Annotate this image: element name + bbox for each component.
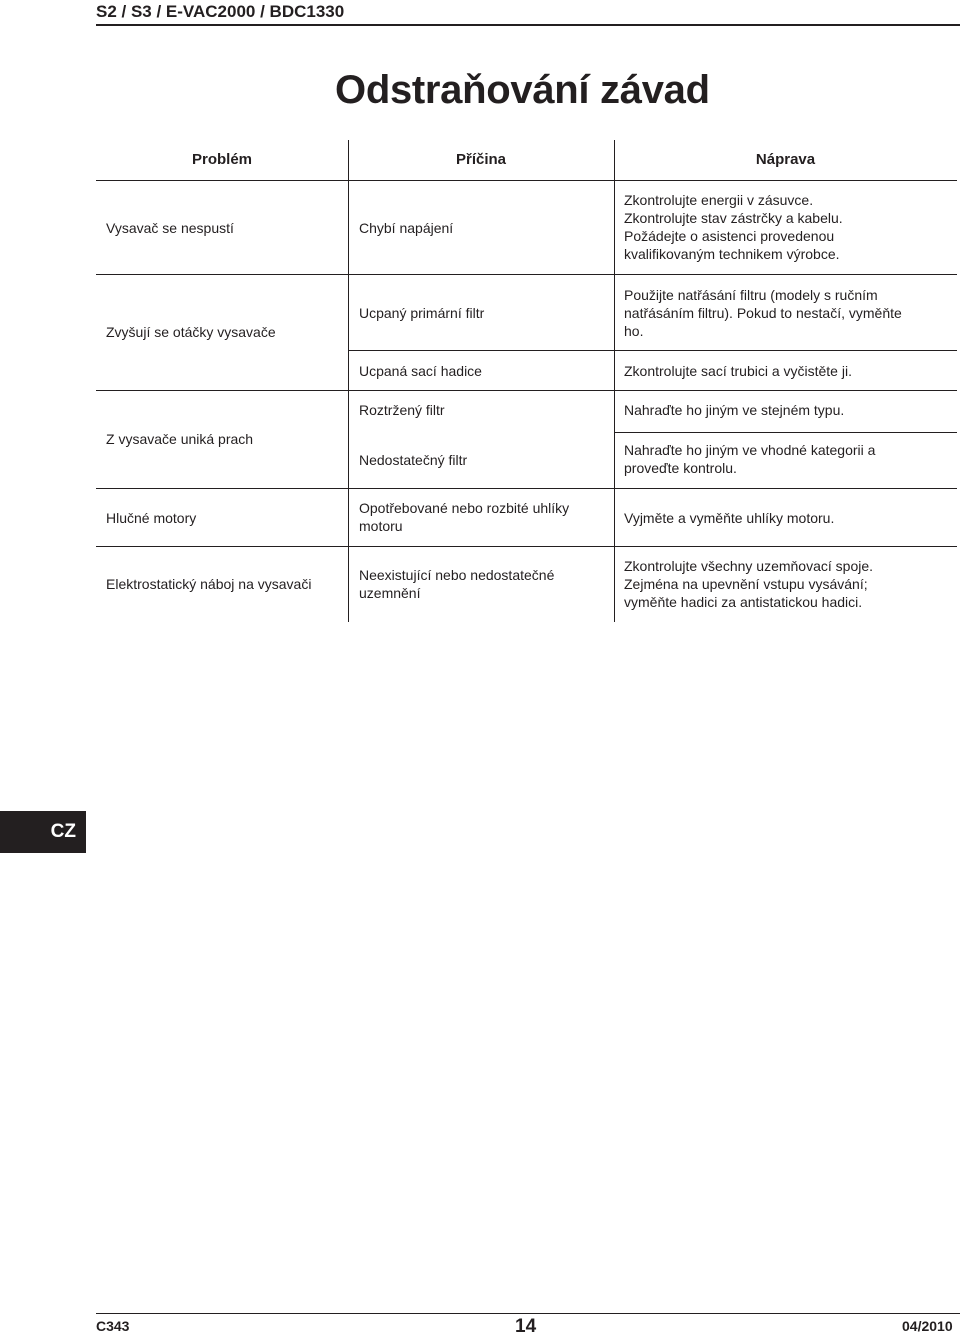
footer-date: 04/2010 <box>902 1318 953 1334</box>
remedy-line: Zkontrolujte všechny uzemňovací spoje. <box>624 558 874 574</box>
remedy-line: proveďte kontrolu. <box>624 460 737 476</box>
problem-cell: Hlučné motory <box>106 510 197 526</box>
remedy-cell <box>624 401 844 419</box>
cause-cell: Ucpaný primární filtr <box>359 305 485 321</box>
remedy-line: vyměňte hadici za antistatickou hadici. <box>624 594 863 610</box>
cause-cell: Nedostatečný filtr <box>359 452 468 468</box>
remedy-line: Nahraďte ho jiným ve stejném typu. <box>624 402 845 418</box>
row-divider <box>96 390 957 391</box>
remedy-line: Zkontrolujte sací trubici a vyčistěte ji. <box>624 363 852 379</box>
remedy-line: Vyjměte a vyměňte uhlíky motoru. <box>624 510 835 526</box>
footer-page-number: 14 <box>515 1316 537 1337</box>
problem-cell: Zvyšují se otáčky vysavače <box>106 324 276 340</box>
remedy-line: Zkontrolujte stav zástrčky a kabelu. <box>624 210 843 226</box>
column-header-problem: Problém <box>191 151 252 168</box>
column-divider <box>614 140 615 622</box>
cause-line: Neexistující nebo nedostatečné <box>359 567 555 583</box>
document-header-title: S2 / S3 / E-VAC2000 / BDC1330 <box>96 2 345 21</box>
remedy-line: Nahraďte ho jiným ve vhodné kategorii a <box>624 442 876 458</box>
remedy-cell <box>624 557 873 611</box>
problem-cell: Elektrostatický náboj na vysavači <box>106 576 312 592</box>
footer-divider <box>96 1313 960 1314</box>
remedy-line: Použijte natřásání filtru (modely s ručním <box>624 287 878 303</box>
cause-cell: Chybí napájení <box>359 220 454 236</box>
cause-line: motoru <box>359 518 403 534</box>
row-divider <box>96 546 957 547</box>
cause-cell: Roztržený filtr <box>359 402 445 418</box>
remedy-line: kvalifikovaným technikem výrobce. <box>624 246 840 262</box>
row-divider <box>96 488 957 489</box>
row-divider <box>96 274 957 275</box>
remedy-cell <box>624 441 875 477</box>
cause-cell: Ucpaná sací hadice <box>359 363 482 379</box>
remedy-line: natřásáním filtru). Pokud to nestačí, vyměňte <box>624 305 902 321</box>
column-header-cause: Příčina <box>455 151 507 168</box>
language-tab: CZ <box>0 811 86 853</box>
page-title: Odstraňování závad <box>335 68 710 112</box>
cause-cell <box>359 499 569 535</box>
remedy-line: Zkontrolujte energii v zásuvce. <box>624 192 814 208</box>
remedy-cell <box>624 286 902 340</box>
remedy-line: ho. <box>624 323 644 339</box>
cause-cell <box>359 566 554 602</box>
remedy-cell <box>624 191 843 263</box>
remedy-cell <box>624 362 852 380</box>
column-header-remedy: Náprava <box>755 151 816 168</box>
row-divider <box>614 432 957 433</box>
remedy-cell <box>624 509 834 527</box>
problem-cell: Z vysavače uniká prach <box>106 431 254 447</box>
remedy-line: Požádejte o asistenci provedenou <box>624 228 835 244</box>
column-divider <box>348 140 349 622</box>
header-row-divider <box>96 180 957 181</box>
cause-line: uzemnění <box>359 585 421 601</box>
remedy-line: Zejména na upevnění vstupu vysávání; <box>624 576 868 592</box>
row-divider <box>348 350 957 351</box>
troubleshooting-table <box>96 140 957 622</box>
footer-document-code: C343 <box>96 1318 130 1334</box>
problem-cell: Vysavač se nespustí <box>106 220 234 236</box>
cause-line: Opotřebované nebo rozbité uhlíky <box>359 500 570 516</box>
header-divider <box>96 24 960 26</box>
